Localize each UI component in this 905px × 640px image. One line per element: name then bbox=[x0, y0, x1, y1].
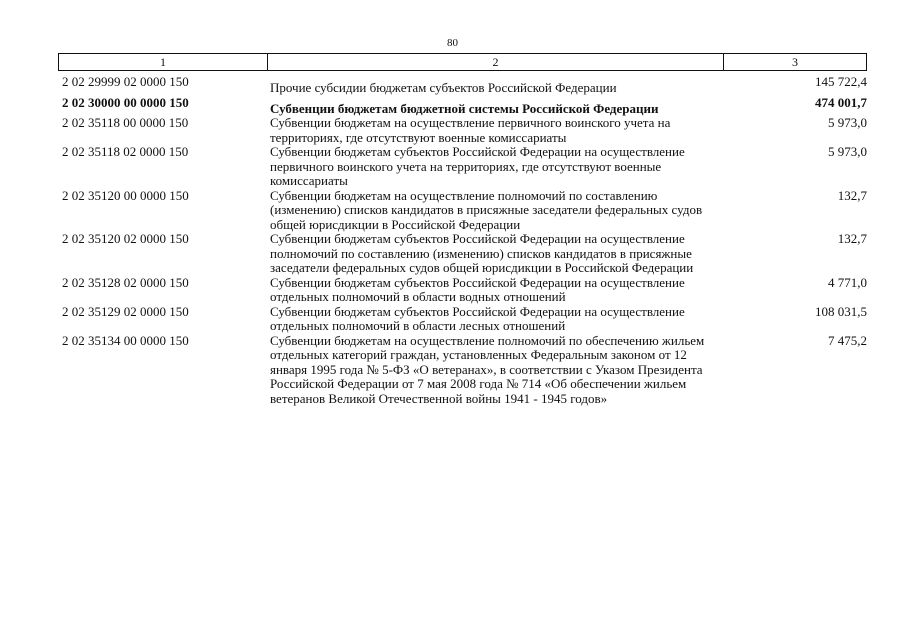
row-code: 2 02 29999 02 0000 150 bbox=[62, 74, 189, 89]
row-amount: 145 722,4 bbox=[815, 74, 867, 89]
row-code: 2 02 35129 02 0000 150 bbox=[62, 303, 189, 319]
row-description: Субвенции бюджетам на осуществление полномочий по обеспечению жильем отдельных категорий граждан, установленных Федеральным законом от 12 января 1995 года № 5-ФЗ «О ветеранах», в соответствии с Указом Президента Российской Федерации от 7 мая 2008 года № 714 «Об обеспечении жильем ветеранов Великой Отечественной войны 1941 - 1945 годов» bbox=[270, 332, 705, 406]
header-col-1: 1 bbox=[59, 54, 268, 70]
row-description: Субвенции бюджетам субъектов Российской Федерации на осуществление отдельных полномочий в области водных отношений bbox=[270, 274, 685, 304]
table-row bbox=[62, 75, 867, 96]
table-header bbox=[58, 53, 867, 71]
row-description: Субвенции бюджетам бюджетной системы Российской Федерации bbox=[270, 100, 659, 116]
row-amount: 5 973,0 bbox=[828, 115, 867, 130]
row-amount: 474 001,7 bbox=[815, 94, 867, 110]
row-description: Субвенции бюджетам субъектов Российской Федерации на осуществление первичного воинского учета на территориях, где отсутствуют военные комиссариаты bbox=[270, 144, 685, 188]
row-description: Субвенции бюджетам субъектов Российской Федерации на осуществление отдельных полномочий в области лесных отношений bbox=[270, 303, 685, 333]
row-amount: 132,7 bbox=[837, 231, 867, 246]
table-row bbox=[62, 145, 867, 189]
row-amount: 7 475,2 bbox=[828, 332, 867, 348]
page-number: 80 bbox=[447, 37, 458, 49]
table-row bbox=[62, 334, 867, 407]
row-code: 2 02 35120 00 0000 150 bbox=[62, 187, 189, 203]
row-amount: 108 031,5 bbox=[815, 303, 867, 319]
table-row bbox=[62, 276, 867, 305]
row-amount: 132,7 bbox=[837, 187, 867, 203]
row-amount: 5 973,0 bbox=[828, 144, 867, 159]
row-code: 2 02 35118 00 0000 150 bbox=[62, 115, 189, 130]
row-description: Субвенции бюджетам на осуществление первичного воинского учета на территориях, где отсутствуют военные комиссариаты bbox=[270, 115, 671, 145]
row-code: 2 02 35128 02 0000 150 bbox=[62, 274, 189, 290]
table-row bbox=[62, 96, 867, 117]
table-row bbox=[62, 116, 867, 145]
row-description: Субвенции бюджетам на осуществление полномочий по составлению (изменению) списков кандидатов в присяжные заседатели федеральных судов общей юрисдикции в Российской Федерации bbox=[270, 187, 703, 232]
header-col-3: 3 bbox=[792, 55, 798, 69]
row-code: 2 02 35118 02 0000 150 bbox=[62, 144, 189, 159]
header-col-2: 2 bbox=[268, 54, 724, 70]
table-row bbox=[62, 189, 867, 233]
row-amount: 4 771,0 bbox=[828, 274, 867, 290]
row-code: 2 02 35120 02 0000 150 bbox=[62, 231, 189, 246]
row-description: Субвенции бюджетам субъектов Российской Федерации на осуществление полномочий по составлению (изменению) списков кандидатов в присяжные заседатели федеральных судов общей юрисдикции в Российской Федерации bbox=[270, 231, 694, 275]
row-code: 2 02 35134 00 0000 150 bbox=[62, 332, 189, 348]
table-body bbox=[62, 75, 867, 406]
table-row bbox=[62, 232, 867, 276]
row-description: Прочие субсидии бюджетам субъектов Российской Федерации bbox=[270, 80, 617, 95]
table-row bbox=[62, 305, 867, 334]
row-code: 2 02 30000 00 0000 150 bbox=[62, 94, 189, 110]
